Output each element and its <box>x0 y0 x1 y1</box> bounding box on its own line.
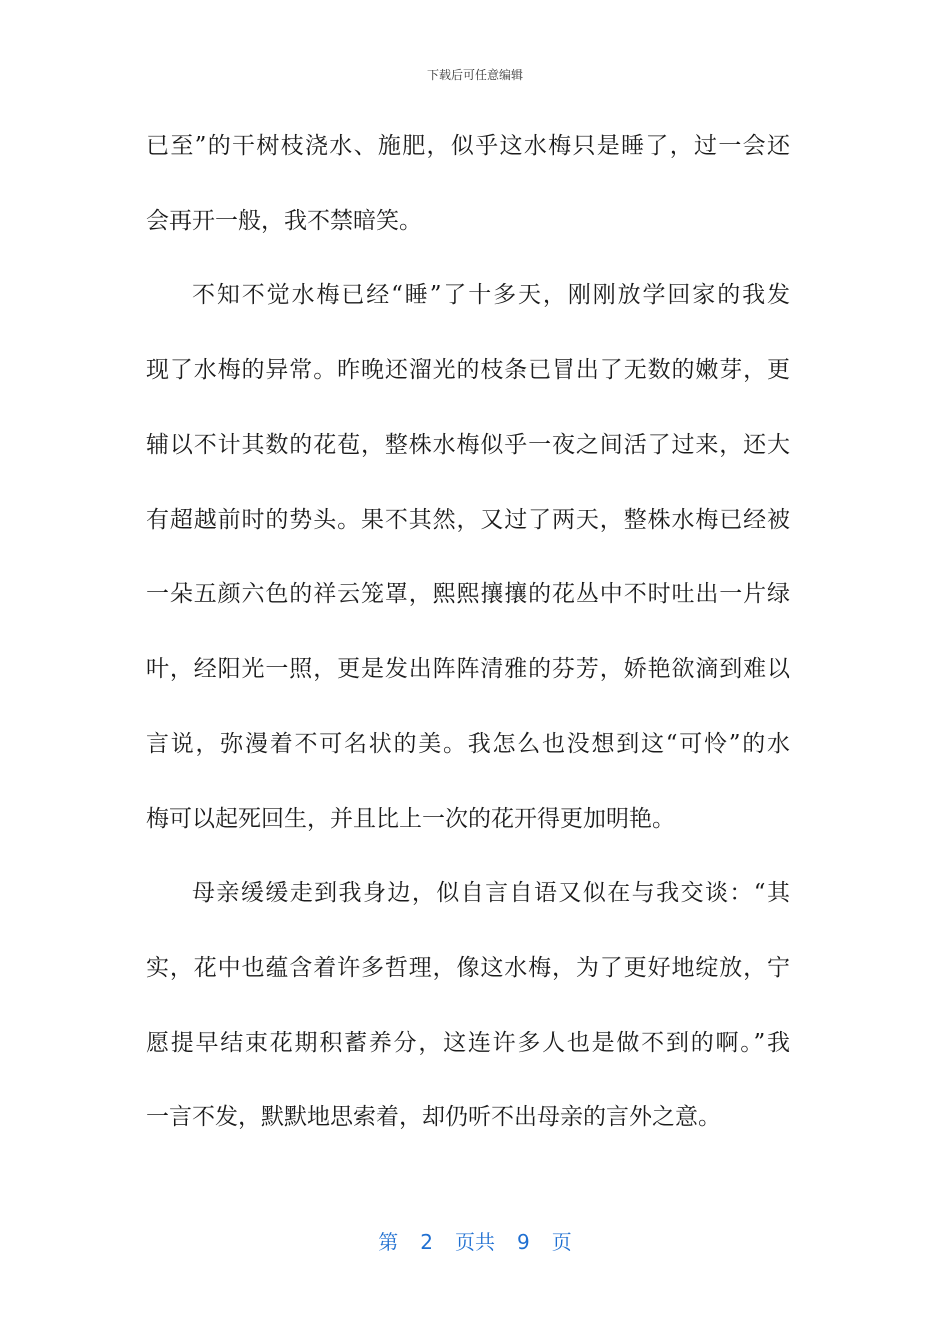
text-line: 一朵五颜六色的祥云笼罩，熙熙攘攘的花丛中不时吐出一片绿 <box>146 581 790 607</box>
text-line: 梅可以起死回生，并且比上一次的花开得更加明艳。 <box>146 806 675 832</box>
text-line: 不知不觉水梅已经“睡”了十多天，刚刚放学回家的我发 <box>192 282 790 308</box>
text-line: 会再开一般，我不禁暗笑。 <box>146 208 422 234</box>
page-footer <box>0 1226 950 1255</box>
text-line: 实，花中也蕴含着许多哲理，像这水梅，为了更好地绽放，宁 <box>146 955 790 981</box>
text-line: 一言不发，默默地思索着，却仍听不出母亲的言外之意。 <box>146 1104 721 1130</box>
total-pages-number: 9 <box>517 1230 530 1254</box>
footer-middle: 页共 <box>455 1230 495 1254</box>
text-line: 现了水梅的异常。昨晚还溜光的枝条已冒出了无数的嫩芽，更 <box>146 357 790 383</box>
text-line: 辅以不计其数的花苞，整株水梅似乎一夜之间活了过来，还大 <box>146 432 790 458</box>
text-line: 母亲缓缓走到我身边，似自言自语又似在与我交谈：“其 <box>192 880 790 906</box>
current-page-number: 2 <box>420 1230 433 1254</box>
text-line: 言说，弥漫着不可名状的美。我怎么也没想到这“可怜”的水 <box>146 731 790 757</box>
text-line: 叶，经阳光一照，更是发出阵阵清雅的芬芳，娇艳欲滴到难以 <box>146 656 790 682</box>
text-line: 愿提早结束花期积蓄养分，这连许多人也是做不到的啊。”我 <box>146 1030 790 1056</box>
header-note: 下载后可任意编辑 <box>426 68 523 82</box>
footer-suffix: 页 <box>551 1230 572 1254</box>
text-line: 有超越前时的势头。果不其然，又过了两天，整株水梅已经被 <box>146 507 790 533</box>
footer-prefix: 第 <box>378 1230 399 1254</box>
text-line: 已至”的干树枝浇水、施肥，似乎这水梅只是睡了，过一会还 <box>146 133 790 159</box>
